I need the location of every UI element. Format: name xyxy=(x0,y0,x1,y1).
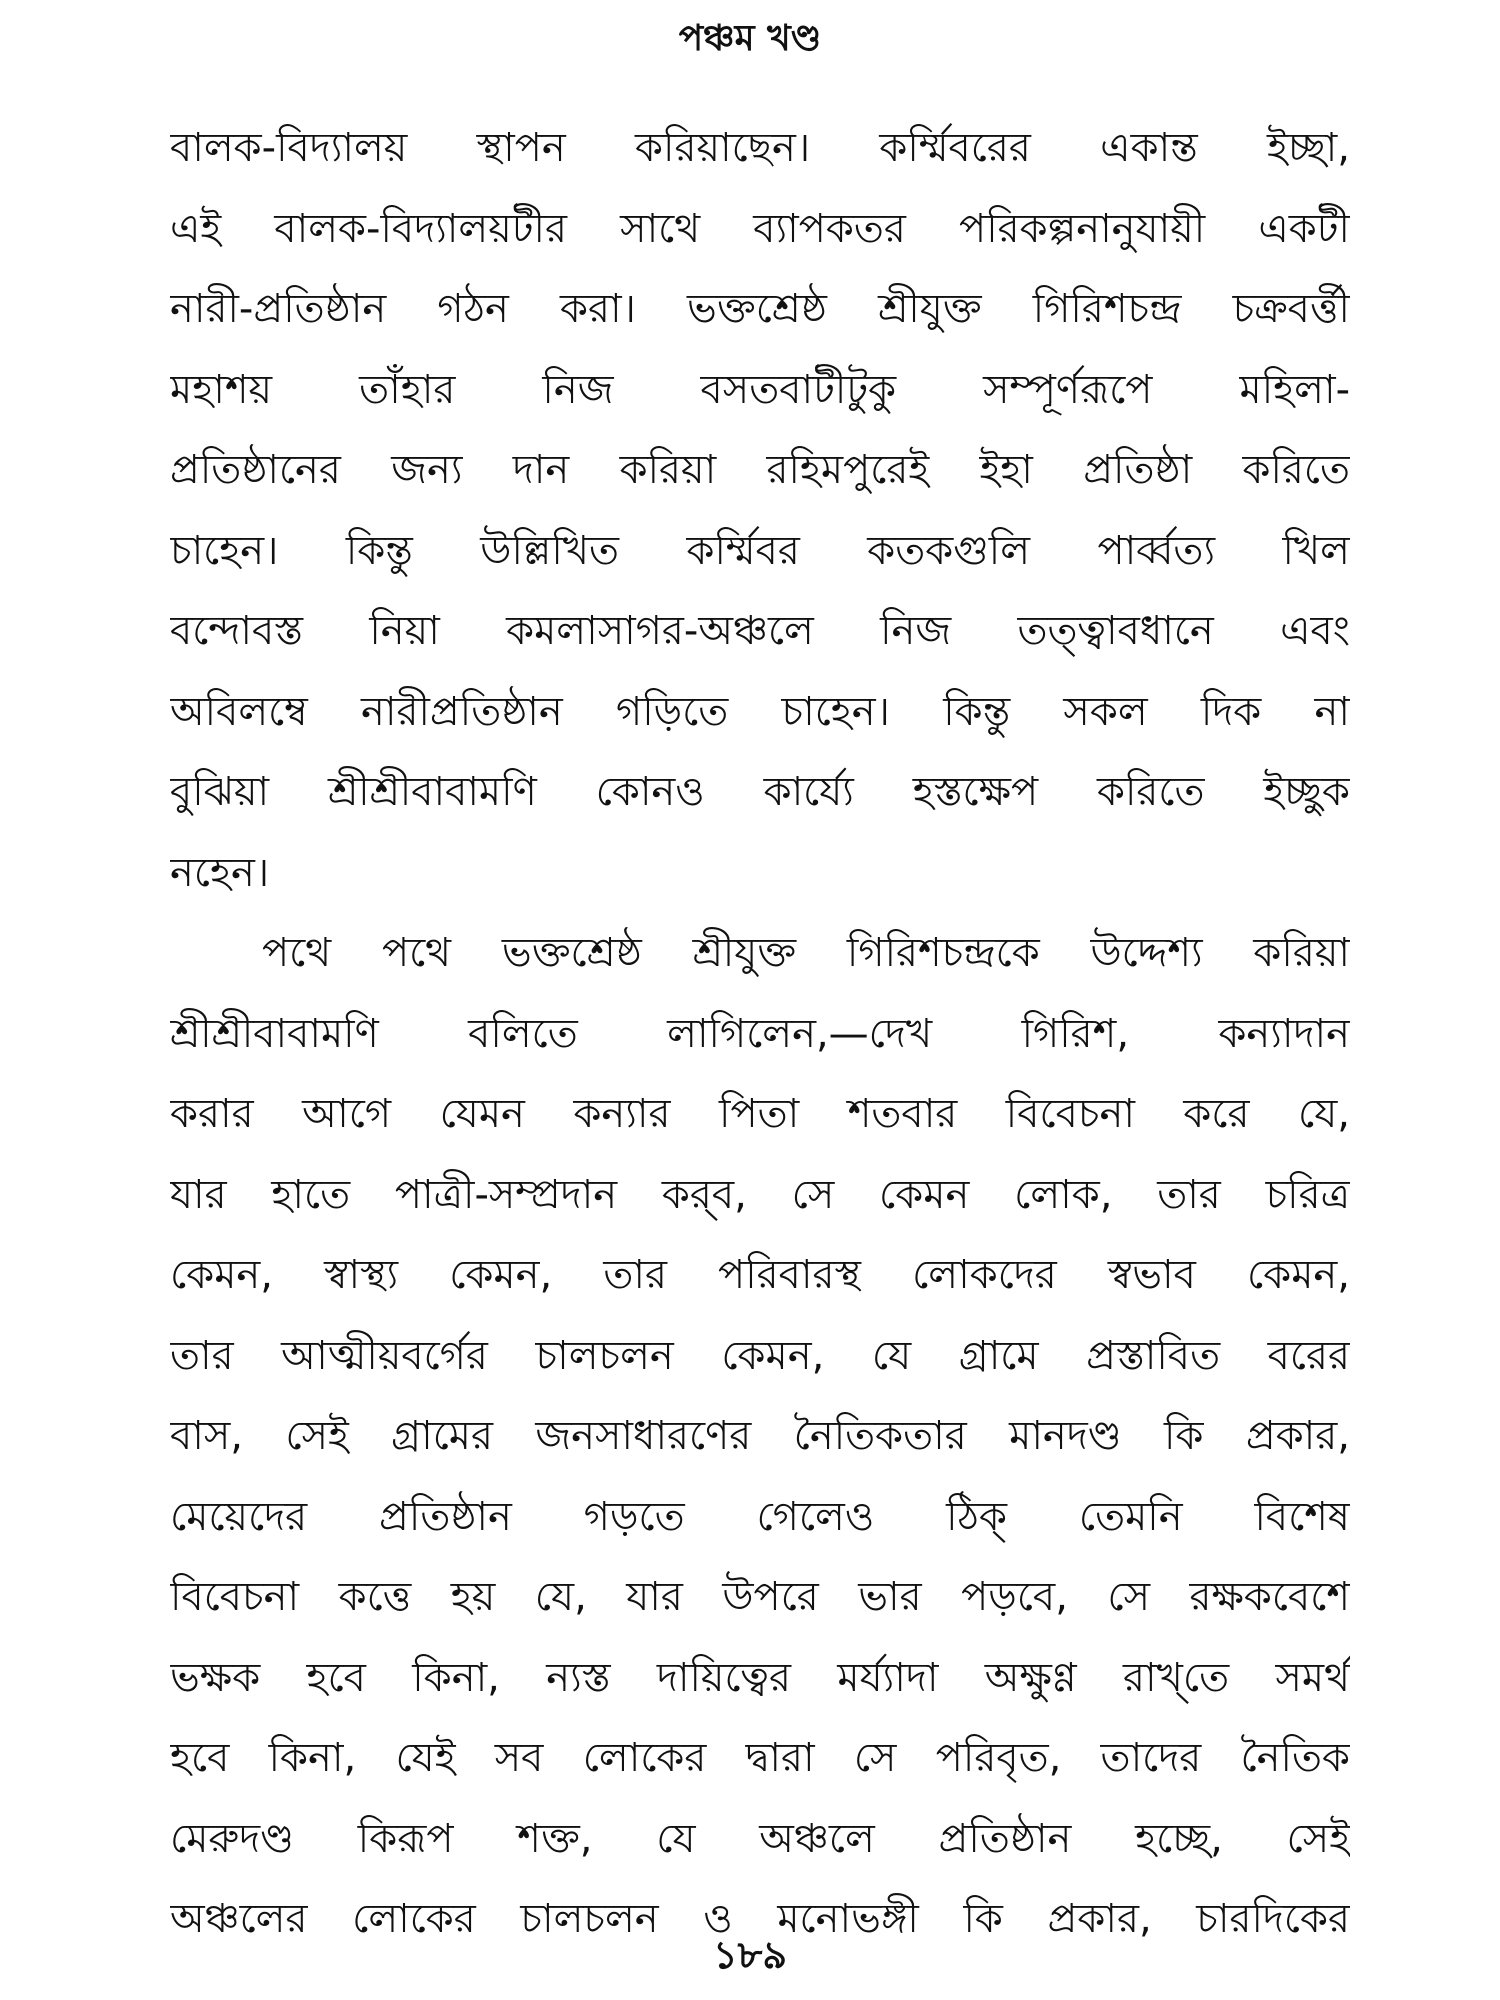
text-line: প্রতিষ্ঠানের জন্য দান করিয়া রহিমপুরেই ইহা প্রতিষ্ঠা করিতে xyxy=(170,447,1350,493)
page-number: ১৮৯ xyxy=(713,1933,787,1977)
text-line: এই বালক-বিদ্যালয়টীর সাথে ব্যাপকতর পরিকল্পনানুযায়ী একটী xyxy=(170,205,1350,252)
text-line: বালক-বিদ্যালয় স্থাপন করিয়াছেন। কৰ্ম্মিবরের একান্ত ইচ্ছা, xyxy=(170,125,1350,171)
text-line: যার হাতে পাত্রী-সম্প্রদান কর্‌ব, সে কেমন লোক, তার চরিত্র xyxy=(170,1171,1350,1218)
text-line: বন্দোবস্ত নিয়া কমলাসাগর-অঞ্চলে নিজ তত্ত্বাবধানে এবং xyxy=(170,608,1350,654)
text-line: অবিলম্বে নারীপ্রতিষ্ঠান গড়িতে চাহেন। কিন্তু সকল দিক না xyxy=(170,688,1350,735)
text-line: বুঝিয়া শ্রীশ্রীবাবামণি কোনও কাৰ্য্যে হস্তক্ষেপ করিতে ইচ্ছুক xyxy=(170,769,1350,815)
text-line: মেরুদণ্ড কিরূপ শক্ত, যে অঞ্চলে প্রতিষ্ঠান হচ্ছে, সেই xyxy=(170,1815,1350,1862)
text-line: বিবেচনা কত্তে হয় যে, যার উপরে ভার পড়বে, সে রক্ষকবেশে xyxy=(170,1574,1350,1620)
paragraph-1 xyxy=(170,108,1350,913)
paragraph-2 xyxy=(170,913,1350,1960)
running-head: পঞ্চম খণ্ড xyxy=(678,18,822,59)
text-line: কেমন, স্বাস্থ্য কেমন, তার পরিবারস্থ লোকদের স্বভাব কেমন, xyxy=(170,1252,1350,1298)
text-line: মেয়েদের প্রতিষ্ঠান গড়তে গেলেও ঠিক্ তেমনি বিশেষ xyxy=(170,1493,1350,1540)
text-line: চাহেন। কিন্তু উল্লিখিত কৰ্ম্মিবর কতকগুলি পাৰ্ব্বত্য খিল xyxy=(170,527,1350,574)
text-line: নহেন। xyxy=(170,849,270,896)
body-text xyxy=(170,108,1350,1960)
text-line: করার আগে যেমন কন্যার পিতা শতবার বিবেচনা করে যে, xyxy=(170,1091,1350,1137)
text-line: ভক্ষক হবে কিনা, ন্যস্ত দায়িত্বের মৰ্য্যাদা অক্ষুণ্ণ রাখ্‌তে সমর্থ xyxy=(170,1654,1350,1701)
text-line: অঞ্চলের লোকের চালচলন ও মনোভঙ্গী কি প্রকার, চারদিকের xyxy=(170,1896,1350,1942)
text-line: নারী-প্রতিষ্ঠান গঠন করা। ভক্তশ্রেষ্ঠ শ্রীযুক্ত গিরিশচন্দ্র চক্রবর্ত্তী xyxy=(170,286,1350,332)
text-line: বাস, সেই গ্রামের জনসাধারণের নৈতিকতার মানদণ্ড কি প্রকার, xyxy=(170,1413,1350,1459)
text-line: তার আত্মীয়বর্গের চালচলন কেমন, যে গ্রামে প্রস্তাবিত বরের xyxy=(170,1332,1350,1379)
text-line: শ্রীশ্রীবাবামণি বলিতে লাগিলেন,—দেখ গিরিশ, কন্যাদান xyxy=(170,1010,1350,1057)
text-line: মহাশয় তাঁহার নিজ বসতবাটীটুকু সম্পূর্ণরূপে মহিলা- xyxy=(170,366,1350,413)
text-line: পথে পথে ভক্তশ্রেষ্ঠ শ্রীযুক্ত গিরিশচন্দ্রকে উদ্দেশ্য করিয়া xyxy=(262,930,1350,976)
text-line: হবে কিনা, যেই সব লোকের দ্বারা সে পরিবৃত, তাদের নৈতিক xyxy=(170,1735,1350,1781)
